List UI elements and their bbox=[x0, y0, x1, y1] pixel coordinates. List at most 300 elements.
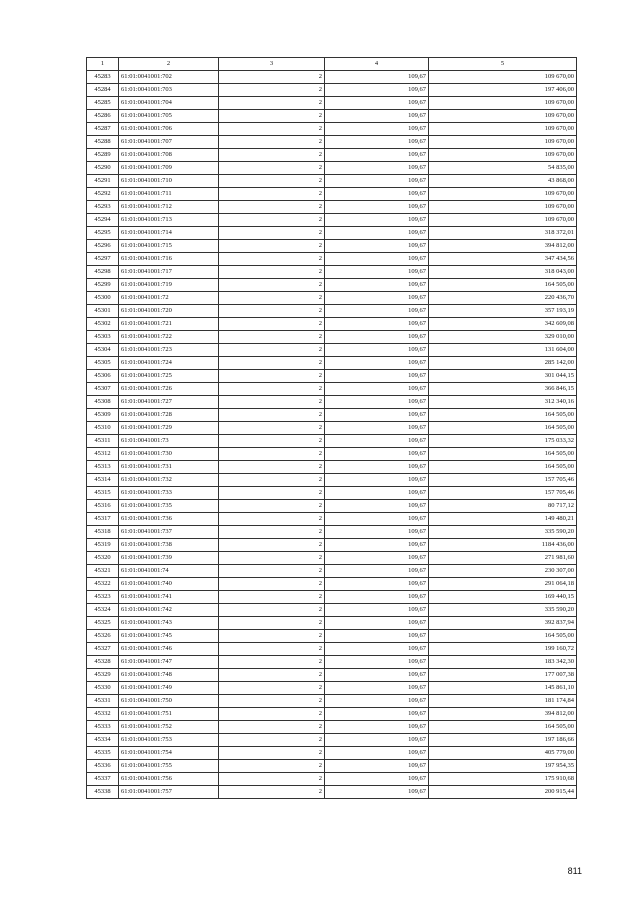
table-cell-col5: 164 505,00 bbox=[429, 461, 577, 474]
table-cell-col2: 61:01:0041001:728 bbox=[119, 409, 219, 422]
table-cell-col3: 2 bbox=[219, 110, 325, 123]
table-cell-col1: 45324 bbox=[87, 604, 119, 617]
table-cell-col4: 109,67 bbox=[325, 435, 429, 448]
table-cell-col2: 61:01:0041001:752 bbox=[119, 721, 219, 734]
table-cell-col3: 2 bbox=[219, 279, 325, 292]
table-row bbox=[87, 435, 577, 448]
table-cell-col4: 109,67 bbox=[325, 643, 429, 656]
table-cell-col4: 109,67 bbox=[325, 422, 429, 435]
table-cell-col2: 61:01:0041001:737 bbox=[119, 526, 219, 539]
table-row bbox=[87, 136, 577, 149]
table-cell-col1: 45291 bbox=[87, 175, 119, 188]
table-cell-col5: 169 440,15 bbox=[429, 591, 577, 604]
table-cell-col3: 2 bbox=[219, 760, 325, 773]
table-cell-col4: 109,67 bbox=[325, 110, 429, 123]
table-row bbox=[87, 357, 577, 370]
table-cell-col5: 335 590,20 bbox=[429, 526, 577, 539]
column-header-4: 4 bbox=[325, 58, 429, 71]
table-cell-col3: 2 bbox=[219, 734, 325, 747]
table-cell-col4: 109,67 bbox=[325, 578, 429, 591]
table-cell-col4: 109,67 bbox=[325, 97, 429, 110]
page-number: 811 bbox=[567, 866, 582, 876]
table-cell-col3: 2 bbox=[219, 84, 325, 97]
table-cell-col4: 109,67 bbox=[325, 266, 429, 279]
table-cell-col1: 45301 bbox=[87, 305, 119, 318]
column-header-3: 3 bbox=[219, 58, 325, 71]
table-row bbox=[87, 422, 577, 435]
table-cell-col1: 45307 bbox=[87, 383, 119, 396]
table-cell-col5: 197 954,35 bbox=[429, 760, 577, 773]
table-cell-col2: 61:01:0041001:733 bbox=[119, 487, 219, 500]
table-cell-col1: 45331 bbox=[87, 695, 119, 708]
table-row bbox=[87, 162, 577, 175]
table-cell-col5: 366 846,15 bbox=[429, 383, 577, 396]
table-cell-col4: 109,67 bbox=[325, 253, 429, 266]
table-cell-col1: 45325 bbox=[87, 617, 119, 630]
table-cell-col3: 2 bbox=[219, 383, 325, 396]
table-cell-col2: 61:01:0041001:717 bbox=[119, 266, 219, 279]
table-cell-col5: 200 915,44 bbox=[429, 786, 577, 799]
table-cell-col1: 45290 bbox=[87, 162, 119, 175]
table-row bbox=[87, 786, 577, 799]
table-cell-col2: 61:01:0041001:719 bbox=[119, 279, 219, 292]
table-cell-col2: 61:01:0041001:713 bbox=[119, 214, 219, 227]
table-cell-col1: 45305 bbox=[87, 357, 119, 370]
table-cell-col4: 109,67 bbox=[325, 773, 429, 786]
table-cell-col1: 45323 bbox=[87, 591, 119, 604]
table-cell-col5: 271 981,60 bbox=[429, 552, 577, 565]
table-cell-col4: 109,67 bbox=[325, 409, 429, 422]
table-cell-col1: 45289 bbox=[87, 149, 119, 162]
table-row bbox=[87, 201, 577, 214]
table-cell-col3: 2 bbox=[219, 136, 325, 149]
table-cell-col3: 2 bbox=[219, 318, 325, 331]
table-cell-col3: 2 bbox=[219, 578, 325, 591]
table-cell-col3: 2 bbox=[219, 474, 325, 487]
table-cell-col3: 2 bbox=[219, 617, 325, 630]
table-cell-col1: 45285 bbox=[87, 97, 119, 110]
table-cell-col2: 61:01:0041001:751 bbox=[119, 708, 219, 721]
table-row bbox=[87, 513, 577, 526]
table-cell-col4: 109,67 bbox=[325, 344, 429, 357]
table-cell-col2: 61:01:0041001:714 bbox=[119, 227, 219, 240]
data-table bbox=[86, 57, 577, 799]
table-row bbox=[87, 84, 577, 97]
table-cell-col3: 2 bbox=[219, 786, 325, 799]
table-row bbox=[87, 617, 577, 630]
table-row bbox=[87, 773, 577, 786]
table-cell-col4: 109,67 bbox=[325, 474, 429, 487]
table-cell-col3: 2 bbox=[219, 422, 325, 435]
table-cell-col3: 2 bbox=[219, 71, 325, 84]
table-cell-col2: 61:01:0041001:716 bbox=[119, 253, 219, 266]
table-cell-col5: 230 307,00 bbox=[429, 565, 577, 578]
table-cell-col2: 61:01:0041001:755 bbox=[119, 760, 219, 773]
table-row bbox=[87, 123, 577, 136]
table-row bbox=[87, 656, 577, 669]
table-row bbox=[87, 110, 577, 123]
table-cell-col5: 318 043,00 bbox=[429, 266, 577, 279]
table-cell-col4: 109,67 bbox=[325, 71, 429, 84]
table-cell-col4: 109,67 bbox=[325, 383, 429, 396]
table-cell-col2: 61:01:0041001:745 bbox=[119, 630, 219, 643]
table-cell-col4: 109,67 bbox=[325, 669, 429, 682]
table-row bbox=[87, 552, 577, 565]
table-cell-col4: 109,67 bbox=[325, 331, 429, 344]
table-cell-col1: 45322 bbox=[87, 578, 119, 591]
table-row bbox=[87, 370, 577, 383]
table-cell-col1: 45337 bbox=[87, 773, 119, 786]
table-cell-col1: 45330 bbox=[87, 682, 119, 695]
table-cell-col5: 109 670,00 bbox=[429, 201, 577, 214]
table-cell-col2: 61:01:0041001:720 bbox=[119, 305, 219, 318]
table-cell-col2: 61:01:0041001:729 bbox=[119, 422, 219, 435]
table-cell-col4: 109,67 bbox=[325, 396, 429, 409]
table-row bbox=[87, 604, 577, 617]
table-cell-col1: 45317 bbox=[87, 513, 119, 526]
table-cell-col5: 329 010,00 bbox=[429, 331, 577, 344]
table-row bbox=[87, 721, 577, 734]
table-cell-col4: 109,67 bbox=[325, 656, 429, 669]
table-cell-col4: 109,67 bbox=[325, 357, 429, 370]
table-cell-col2: 61:01:0041001:731 bbox=[119, 461, 219, 474]
table-cell-col4: 109,67 bbox=[325, 240, 429, 253]
table-cell-col4: 109,67 bbox=[325, 500, 429, 513]
table-cell-col5: 109 670,00 bbox=[429, 71, 577, 84]
table-cell-col2: 61:01:0041001:726 bbox=[119, 383, 219, 396]
table-cell-col4: 109,67 bbox=[325, 617, 429, 630]
header-row bbox=[87, 58, 577, 71]
table-cell-col5: 301 044,15 bbox=[429, 370, 577, 383]
table-cell-col2: 61:01:0041001:712 bbox=[119, 201, 219, 214]
table-cell-col3: 2 bbox=[219, 292, 325, 305]
table-cell-col5: 357 193,19 bbox=[429, 305, 577, 318]
table-cell-col1: 45321 bbox=[87, 565, 119, 578]
table-cell-col1: 45334 bbox=[87, 734, 119, 747]
table-cell-col1: 45299 bbox=[87, 279, 119, 292]
table-cell-col3: 2 bbox=[219, 123, 325, 136]
table-cell-col1: 45328 bbox=[87, 656, 119, 669]
table-cell-col3: 2 bbox=[219, 97, 325, 110]
table-cell-col4: 109,67 bbox=[325, 370, 429, 383]
table-cell-col2: 61:01:0041001:739 bbox=[119, 552, 219, 565]
table-body bbox=[87, 71, 577, 799]
table-cell-col1: 45294 bbox=[87, 214, 119, 227]
table-cell-col3: 2 bbox=[219, 240, 325, 253]
table-cell-col3: 2 bbox=[219, 214, 325, 227]
table-cell-col3: 2 bbox=[219, 370, 325, 383]
table-cell-col2: 61:01:0041001:724 bbox=[119, 357, 219, 370]
table-cell-col4: 109,67 bbox=[325, 162, 429, 175]
table-cell-col3: 2 bbox=[219, 669, 325, 682]
table-cell-col1: 45310 bbox=[87, 422, 119, 435]
table-row bbox=[87, 760, 577, 773]
table-row bbox=[87, 97, 577, 110]
table-row bbox=[87, 240, 577, 253]
table-cell-col2: 61:01:0041001:746 bbox=[119, 643, 219, 656]
table-cell-col4: 109,67 bbox=[325, 734, 429, 747]
table-cell-col4: 109,67 bbox=[325, 786, 429, 799]
table-cell-col4: 109,67 bbox=[325, 526, 429, 539]
table-cell-col2: 61:01:0041001:705 bbox=[119, 110, 219, 123]
table-cell-col5: 109 670,00 bbox=[429, 136, 577, 149]
table-cell-col4: 109,67 bbox=[325, 682, 429, 695]
table-cell-col1: 45326 bbox=[87, 630, 119, 643]
table-row bbox=[87, 682, 577, 695]
table-row bbox=[87, 643, 577, 656]
table-row bbox=[87, 279, 577, 292]
table-cell-col4: 109,67 bbox=[325, 448, 429, 461]
table-cell-col5: 109 670,00 bbox=[429, 214, 577, 227]
table-cell-col5: 197 406,00 bbox=[429, 84, 577, 97]
table-cell-col1: 45316 bbox=[87, 500, 119, 513]
table-cell-col5: 164 505,00 bbox=[429, 630, 577, 643]
table-cell-col2: 61:01:0041001:735 bbox=[119, 500, 219, 513]
table-cell-col1: 45286 bbox=[87, 110, 119, 123]
table-cell-col1: 45297 bbox=[87, 253, 119, 266]
table-cell-col5: 145 861,10 bbox=[429, 682, 577, 695]
table-cell-col5: 1184 436,00 bbox=[429, 539, 577, 552]
table-cell-col4: 109,67 bbox=[325, 123, 429, 136]
table-row bbox=[87, 461, 577, 474]
table-row bbox=[87, 747, 577, 760]
table-cell-col5: 164 505,00 bbox=[429, 409, 577, 422]
table-cell-col1: 45287 bbox=[87, 123, 119, 136]
column-header-5: 5 bbox=[429, 58, 577, 71]
table-cell-col3: 2 bbox=[219, 591, 325, 604]
table-cell-col3: 2 bbox=[219, 175, 325, 188]
table-cell-col5: 164 505,00 bbox=[429, 448, 577, 461]
table-cell-col3: 2 bbox=[219, 747, 325, 760]
table-cell-col5: 342 609,08 bbox=[429, 318, 577, 331]
table-cell-col4: 109,67 bbox=[325, 487, 429, 500]
table-cell-col4: 109,67 bbox=[325, 188, 429, 201]
table-cell-col5: 291 064,18 bbox=[429, 578, 577, 591]
table-cell-col3: 2 bbox=[219, 721, 325, 734]
table-row bbox=[87, 292, 577, 305]
table-cell-col1: 45313 bbox=[87, 461, 119, 474]
table-cell-col5: 177 007,38 bbox=[429, 669, 577, 682]
table-cell-col5: 394 812,00 bbox=[429, 240, 577, 253]
table-cell-col3: 2 bbox=[219, 656, 325, 669]
table-cell-col1: 45335 bbox=[87, 747, 119, 760]
table-row bbox=[87, 331, 577, 344]
table-cell-col2: 61:01:0041001:741 bbox=[119, 591, 219, 604]
table-cell-col4: 109,67 bbox=[325, 630, 429, 643]
table-cell-col5: 164 505,00 bbox=[429, 422, 577, 435]
table-cell-col1: 45283 bbox=[87, 71, 119, 84]
table-cell-col2: 61:01:0041001:72 bbox=[119, 292, 219, 305]
table-cell-col4: 109,67 bbox=[325, 708, 429, 721]
table-row bbox=[87, 487, 577, 500]
table-cell-col4: 109,67 bbox=[325, 292, 429, 305]
table-cell-col3: 2 bbox=[219, 201, 325, 214]
table-row bbox=[87, 175, 577, 188]
table-cell-col2: 61:01:0041001:715 bbox=[119, 240, 219, 253]
table-cell-col5: 220 436,70 bbox=[429, 292, 577, 305]
table-cell-col3: 2 bbox=[219, 409, 325, 422]
table-cell-col1: 45319 bbox=[87, 539, 119, 552]
table-cell-col2: 61:01:0041001:750 bbox=[119, 695, 219, 708]
table-row bbox=[87, 565, 577, 578]
table-cell-col2: 61:01:0041001:727 bbox=[119, 396, 219, 409]
table-cell-col5: 312 340,16 bbox=[429, 396, 577, 409]
table-cell-col1: 45288 bbox=[87, 136, 119, 149]
table-row bbox=[87, 253, 577, 266]
table-cell-col3: 2 bbox=[219, 188, 325, 201]
table-cell-col5: 199 160,72 bbox=[429, 643, 577, 656]
table-cell-col1: 45296 bbox=[87, 240, 119, 253]
table-cell-col5: 109 670,00 bbox=[429, 188, 577, 201]
table-row bbox=[87, 708, 577, 721]
table-cell-col3: 2 bbox=[219, 695, 325, 708]
table-cell-col2: 61:01:0041001:747 bbox=[119, 656, 219, 669]
table-cell-col1: 45302 bbox=[87, 318, 119, 331]
table-cell-col3: 2 bbox=[219, 500, 325, 513]
table-row bbox=[87, 214, 577, 227]
table-row bbox=[87, 500, 577, 513]
table-cell-col1: 45308 bbox=[87, 396, 119, 409]
table-cell-col3: 2 bbox=[219, 773, 325, 786]
table-row bbox=[87, 383, 577, 396]
table-cell-col4: 109,67 bbox=[325, 84, 429, 97]
table-cell-col3: 2 bbox=[219, 357, 325, 370]
table-cell-col4: 109,67 bbox=[325, 136, 429, 149]
table-cell-col2: 61:01:0041001:707 bbox=[119, 136, 219, 149]
table-cell-col2: 61:01:0041001:709 bbox=[119, 162, 219, 175]
table-cell-col1: 45300 bbox=[87, 292, 119, 305]
table-cell-col5: 157 705,46 bbox=[429, 487, 577, 500]
table-cell-col3: 2 bbox=[219, 513, 325, 526]
table-cell-col3: 2 bbox=[219, 487, 325, 500]
table-cell-col1: 45306 bbox=[87, 370, 119, 383]
table-row bbox=[87, 318, 577, 331]
table-cell-col5: 392 837,94 bbox=[429, 617, 577, 630]
table-cell-col1: 45312 bbox=[87, 448, 119, 461]
table-cell-col5: 175 910,68 bbox=[429, 773, 577, 786]
table-cell-col4: 109,67 bbox=[325, 305, 429, 318]
table-row bbox=[87, 695, 577, 708]
table-row bbox=[87, 474, 577, 487]
table-cell-col3: 2 bbox=[219, 435, 325, 448]
table-row bbox=[87, 526, 577, 539]
table-cell-col4: 109,67 bbox=[325, 552, 429, 565]
table-cell-col1: 45327 bbox=[87, 643, 119, 656]
table-cell-col3: 2 bbox=[219, 565, 325, 578]
table-cell-col1: 45320 bbox=[87, 552, 119, 565]
table-cell-col3: 2 bbox=[219, 461, 325, 474]
table-cell-col2: 61:01:0041001:742 bbox=[119, 604, 219, 617]
table-cell-col2: 61:01:0041001:738 bbox=[119, 539, 219, 552]
table-cell-col1: 45284 bbox=[87, 84, 119, 97]
column-header-2: 2 bbox=[119, 58, 219, 71]
table-cell-col3: 2 bbox=[219, 396, 325, 409]
table-cell-col1: 45304 bbox=[87, 344, 119, 357]
table-cell-col5: 335 590,20 bbox=[429, 604, 577, 617]
table-cell-col1: 45292 bbox=[87, 188, 119, 201]
table-row bbox=[87, 227, 577, 240]
table-cell-col2: 61:01:0041001:725 bbox=[119, 370, 219, 383]
table-cell-col3: 2 bbox=[219, 643, 325, 656]
table-cell-col1: 45329 bbox=[87, 669, 119, 682]
table-cell-col4: 109,67 bbox=[325, 604, 429, 617]
table-cell-col3: 2 bbox=[219, 253, 325, 266]
table-row bbox=[87, 188, 577, 201]
table-cell-col5: 164 505,00 bbox=[429, 721, 577, 734]
table-cell-col2: 61:01:0041001:753 bbox=[119, 734, 219, 747]
table-cell-col2: 61:01:0041001:748 bbox=[119, 669, 219, 682]
table-row bbox=[87, 734, 577, 747]
table-cell-col3: 2 bbox=[219, 552, 325, 565]
table-cell-col1: 45333 bbox=[87, 721, 119, 734]
table-cell-col4: 109,67 bbox=[325, 760, 429, 773]
table-cell-col3: 2 bbox=[219, 344, 325, 357]
table-cell-col3: 2 bbox=[219, 266, 325, 279]
table-cell-col5: 175 033,32 bbox=[429, 435, 577, 448]
table-cell-col1: 45336 bbox=[87, 760, 119, 773]
table-cell-col1: 45309 bbox=[87, 409, 119, 422]
table-cell-col2: 61:01:0041001:711 bbox=[119, 188, 219, 201]
table-cell-col5: 405 779,00 bbox=[429, 747, 577, 760]
table-cell-col4: 109,67 bbox=[325, 227, 429, 240]
table-row bbox=[87, 266, 577, 279]
table-cell-col4: 109,67 bbox=[325, 214, 429, 227]
table-cell-col3: 2 bbox=[219, 448, 325, 461]
table-cell-col4: 109,67 bbox=[325, 695, 429, 708]
table-cell-col2: 61:01:0041001:708 bbox=[119, 149, 219, 162]
table-row bbox=[87, 669, 577, 682]
table-cell-col2: 61:01:0041001:706 bbox=[119, 123, 219, 136]
table-cell-col2: 61:01:0041001:743 bbox=[119, 617, 219, 630]
table-cell-col3: 2 bbox=[219, 331, 325, 344]
table-cell-col2: 61:01:0041001:702 bbox=[119, 71, 219, 84]
table-cell-col5: 318 372,01 bbox=[429, 227, 577, 240]
table-cell-col4: 109,67 bbox=[325, 747, 429, 760]
table-cell-col3: 2 bbox=[219, 526, 325, 539]
table-cell-col2: 61:01:0041001:723 bbox=[119, 344, 219, 357]
table-row bbox=[87, 591, 577, 604]
table-cell-col2: 61:01:0041001:721 bbox=[119, 318, 219, 331]
table-row bbox=[87, 71, 577, 84]
table-cell-col2: 61:01:0041001:749 bbox=[119, 682, 219, 695]
table-cell-col3: 2 bbox=[219, 149, 325, 162]
table-cell-col2: 61:01:0041001:757 bbox=[119, 786, 219, 799]
table-cell-col5: 183 342,30 bbox=[429, 656, 577, 669]
table-row bbox=[87, 305, 577, 318]
table-row bbox=[87, 149, 577, 162]
table-cell-col4: 109,67 bbox=[325, 721, 429, 734]
table-cell-col2: 61:01:0041001:704 bbox=[119, 97, 219, 110]
table-cell-col5: 394 812,00 bbox=[429, 708, 577, 721]
table-cell-col1: 45293 bbox=[87, 201, 119, 214]
table-cell-col3: 2 bbox=[219, 227, 325, 240]
table-cell-col3: 2 bbox=[219, 162, 325, 175]
table-cell-col1: 45338 bbox=[87, 786, 119, 799]
table-cell-col4: 109,67 bbox=[325, 591, 429, 604]
table-cell-col3: 2 bbox=[219, 682, 325, 695]
table-cell-col5: 43 868,00 bbox=[429, 175, 577, 188]
table-row bbox=[87, 396, 577, 409]
table-cell-col3: 2 bbox=[219, 604, 325, 617]
table-cell-col1: 45315 bbox=[87, 487, 119, 500]
table-cell-col5: 54 835,00 bbox=[429, 162, 577, 175]
column-header-1: 1 bbox=[87, 58, 119, 71]
table-cell-col5: 131 604,00 bbox=[429, 344, 577, 357]
table-cell-col5: 347 434,56 bbox=[429, 253, 577, 266]
table-cell-col3: 2 bbox=[219, 539, 325, 552]
table-cell-col2: 61:01:0041001:754 bbox=[119, 747, 219, 760]
table-row bbox=[87, 578, 577, 591]
